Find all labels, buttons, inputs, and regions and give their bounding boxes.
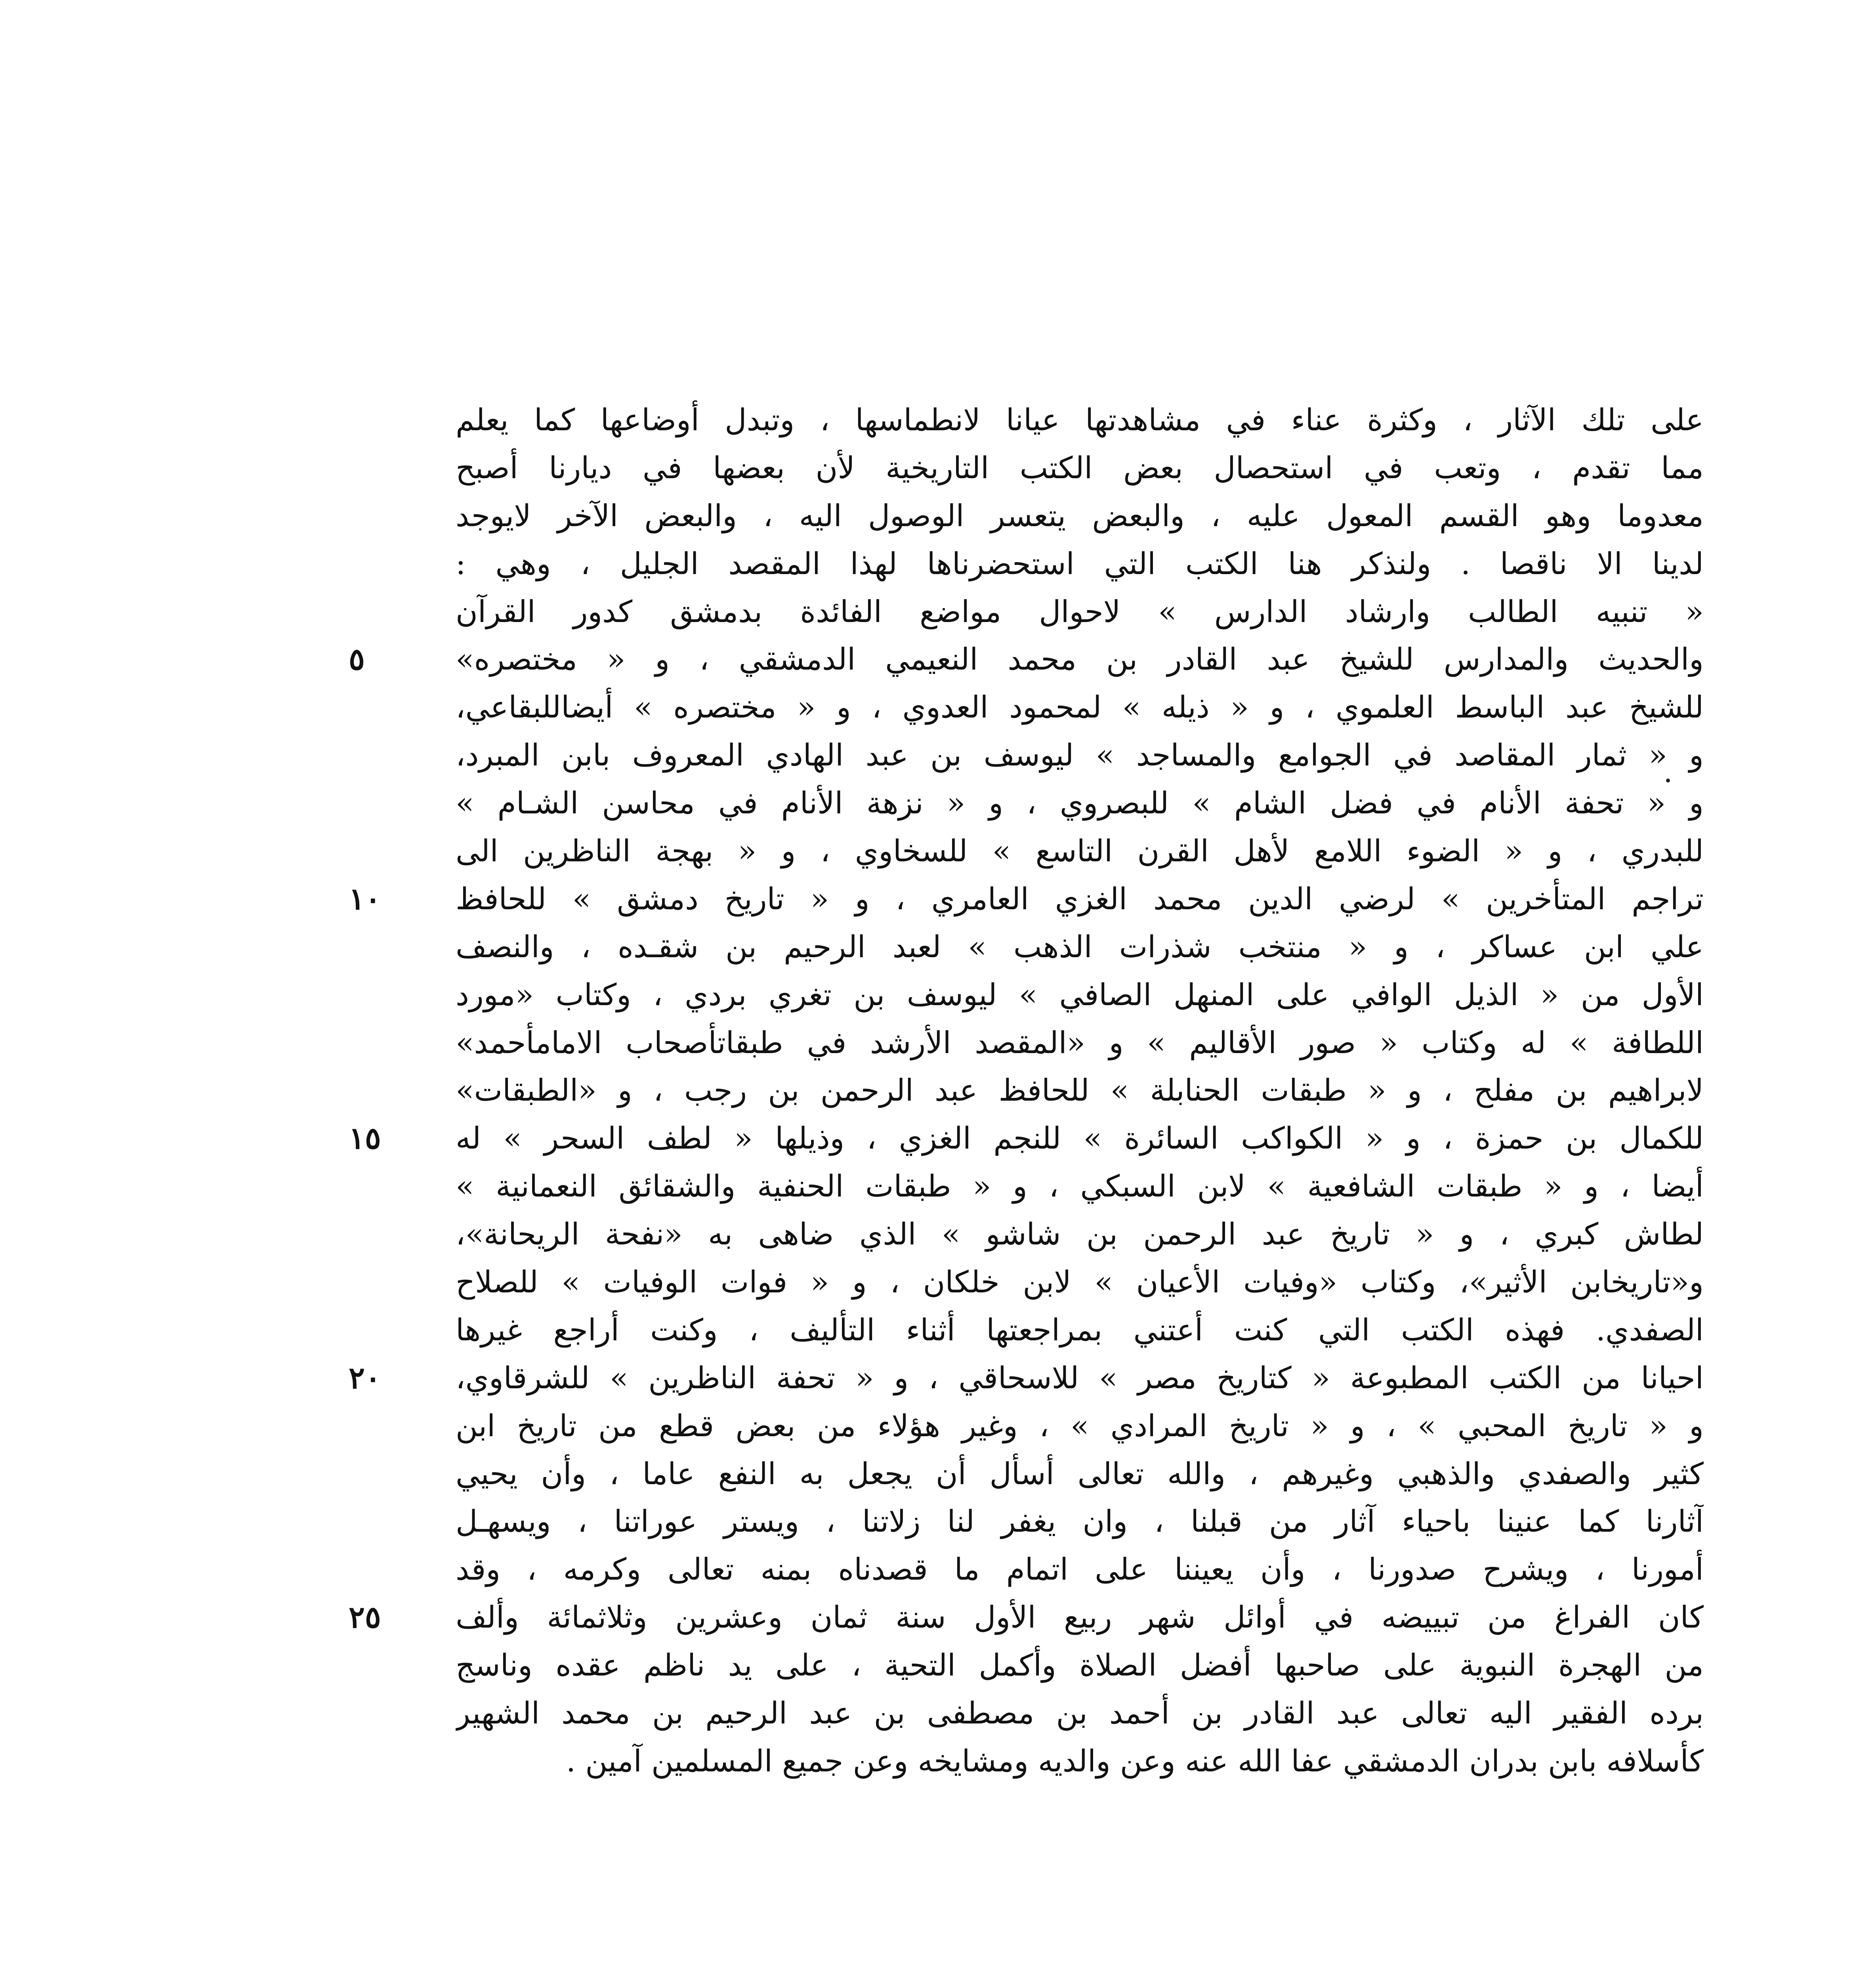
- text-line: أمورنا ، ويشرح صدورنا ، وأن يعيننا على اتمام ما قصدناه بمنه تعالى وكرمه ، وقد: [456, 1552, 1704, 1587]
- text-line: مما تقدم ، وتعب في استحصال بعض الكتب التاريخية لأن بعضها في ديارنا أصبح: [456, 450, 1704, 485]
- text-line: الأول من « الذيل الوافي على المنهل الصافي » ليوسف بن تغري بردي ، وكتاب «مورد: [456, 977, 1704, 1012]
- text-line: كان الفراغ من تبييضه في أوائل شهر ربيع الأول سنة ثمان وعشرين وثلاثمائة وألف: [456, 1599, 1704, 1635]
- line-number-marker: ٢٠: [349, 1360, 381, 1395]
- text-line: و « ثمار المقاصد في الجوامع والمساجد » ليوسف بن عبد الهادي المعروف بابن المبرد،: [456, 737, 1704, 773]
- text-line: لطاش كبري ، و « تاريخ عبد الرحمن بن شاشو » الذي ضاهى به «نفحة الريحانة»،: [456, 1216, 1704, 1252]
- text-line: كأسلافه بابن بدران الدمشقي عفا الله عنه وعن والديه ومشايخه وعن جميع المسلمين آمين .: [566, 1743, 1704, 1779]
- text-line: من الهجرة النبوية على صاحبها أفضل الصلاة وأكمل التحية ، على يد ناظم عقده وناسج: [456, 1647, 1704, 1683]
- scan-speck: [1666, 779, 1670, 782]
- text-line: و « تاريخ المحبي » ، و « تاريخ المرادي » ، وغير هؤلاء من بعض قطع من تاريخ ابن: [456, 1408, 1704, 1443]
- text-line: أيضا ، و « طبقات الشافعية » لابن السبكي ، و « طبقات الحنفية والشقائق النعمانية »: [456, 1168, 1704, 1204]
- text-line: والحديث والمدارس للشيخ عبد القادر بن محمد النعيمي الدمشقي ، و « مختصره»: [456, 641, 1704, 677]
- text-line: لدينا الا ناقصا . ولنذكر هنا الكتب التي استحضرناها لهذا المقصد الجليل ، وهي :: [456, 546, 1704, 581]
- line-number-marker: ٥: [349, 641, 365, 677]
- text-line: للبدري ، و « الضوء اللامع لأهل القرن التاسع » للسخاوي ، و « بهجة الناظرين الى: [456, 833, 1704, 869]
- text-line: علي ابن عساكر ، و « منتخب شذرات الذهب » لعبد الرحيم بن شقـده ، والنصف: [456, 929, 1704, 964]
- text-line: برده الفقير اليه تعالى عبد القادر بن أحمد بن مصطفى بن عبد الرحيم بن محمد الشهير: [456, 1695, 1704, 1731]
- text-line: آثارنا كما عنينا باحياء آثار من قبلنا ، وان يغفر لنا زلاتنا ، ويستر عوراتنا ، ويسهـل: [456, 1504, 1704, 1539]
- text-line: على تلك الآثار ، وكثرة عناء في مشاهدتها عيانا لانطماسها ، وتبدل أوضاعها كما يعلم: [456, 402, 1704, 437]
- line-number-marker: ١٠: [349, 881, 381, 916]
- text-line: معدوما وهو القسم المعول عليه ، والبعض يتعسر الوصول اليه ، والبعض الآخر لايوجد: [456, 498, 1704, 533]
- text-line: و«تاريخابن الأثير»، وكتاب «وفيات الأعيان » لابن خلكان ، و « فوات الوفيات » للصلاح: [456, 1264, 1704, 1300]
- text-line: اللطافة » له وكتاب « صور الأقاليم » و «المقصد الأرشد في طبقاتأصحاب الامامأحمد»: [456, 1025, 1704, 1060]
- text-line: « تنبيه الطالب وارشاد الدارس » لاحوال مواضع الفائدة بدمشق كدور القرآن: [456, 594, 1704, 629]
- text-line: احيانا من الكتب المطبوعة « كتاريخ مصر » للاسحاقي ، و « تحفة الناظرين » للشرقاوي،: [456, 1360, 1704, 1395]
- body-text: [456, 396, 1704, 1785]
- text-line: لابراهيم بن مفلح ، و « طبقات الحنابلة » للحافظ عبد الرحمن بن رجب ، و «الطبقات»: [456, 1073, 1704, 1108]
- line-number-marker: ٢٥: [349, 1599, 381, 1635]
- text-line: تراجم المتأخرين » لرضي الدين محمد الغزي العامري ، و « تاريخ دمشق » للحافظ: [456, 881, 1704, 916]
- text-line: و « تحفة الأنام في فضل الشام » للبصروي ، و « نزهة الأنام في محاسن الشـام »: [456, 785, 1704, 821]
- line-number-marker: ١٥: [349, 1120, 381, 1156]
- text-line: للكمال بن حمزة ، و « الكواكب السائرة » للنجم الغزي ، وذيلها « لطف السحر » له: [456, 1120, 1704, 1156]
- text-line: للشيخ عبد الباسط العلموي ، و « ذيله » لمحمود العدوي ، و « مختصره » أيضاللبقاعي،: [456, 689, 1704, 725]
- text-line: الصفدي. فهذه الكتب التي كنت أعتني بمراجعتها أثناء التأليف ، وكنت أراجع غيرها: [456, 1312, 1704, 1347]
- text-line: كثير والصفدي والذهبي وغيرهم ، والله تعالى أسأل أن يجعل به النفع عاما ، وأن يحيي: [456, 1456, 1704, 1491]
